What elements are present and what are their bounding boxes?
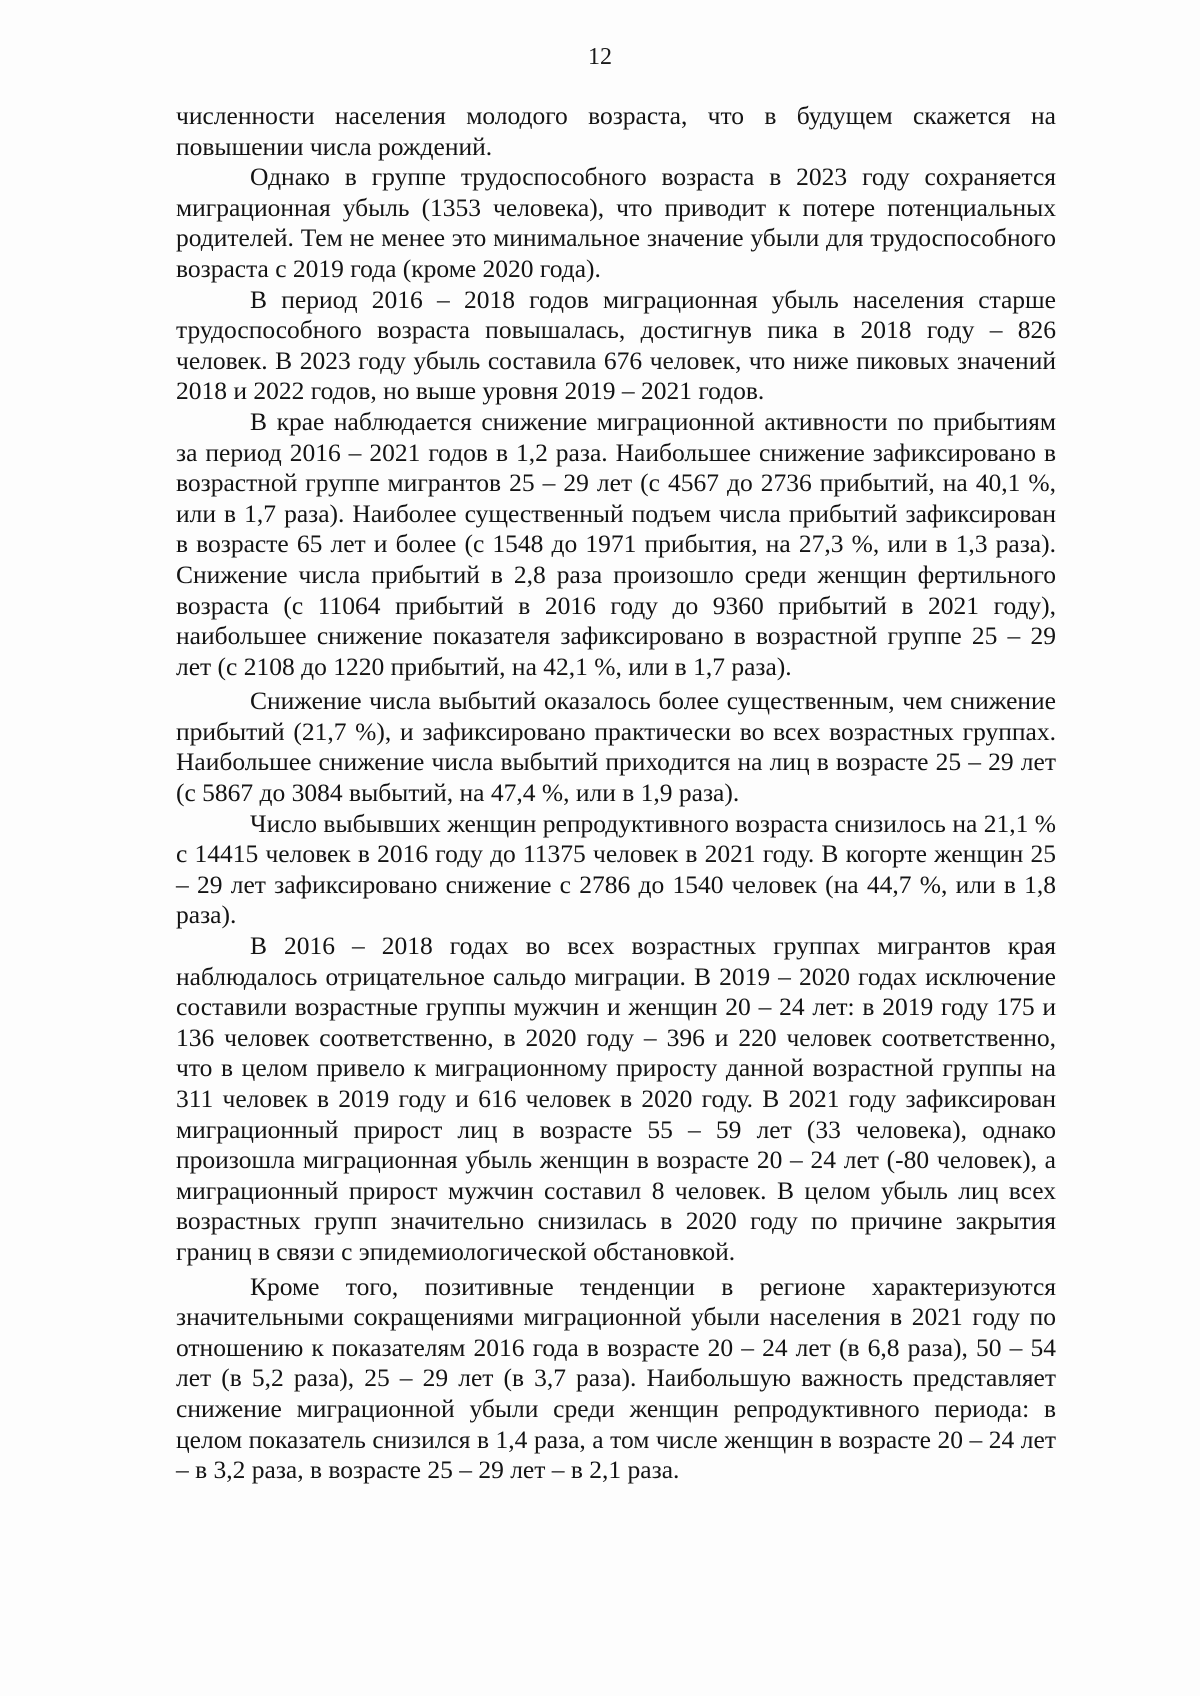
paragraph-arrivals: В крае наблюдается снижение миграционной активности по прибытиям за период 2016 – 2021 годов в 1,2 раза. Наибольшее снижение зафиксировано в возрастной группе мигрантов 25 – 29 лет (с 4567 до 2736 прибытий, на 40,1 %, или в 1,7 раза). Наиболее существенный подъем числа прибытий зафиксирован в возрасте 65 лет и более (с 1548 до 1971 прибытия, на 27,3 %, или в 1,3 раза). Снижение числа прибытий в 2,8 раза произошло среди женщин фертильного возраста (с 11064 прибытий в 2016 году до 9360 прибытий в 2021 году), наибольшее снижение показателя зафиксировано в возрастной группе 25 – 29 лет (с 2108 до 1220 прибытий, на 42,1 %, или в 1,7 раза). [176, 406, 1056, 681]
paragraph-working-age: Однако в группе трудоспособного возраста в 2023 году сохраняется миграционная убыль (1353 человека), что приводит к потере потенциальных родителей. Тем не менее это минимальное значение убыли для трудоспособного возраста с 2019 года (кроме 2020 года). [176, 162, 1056, 283]
page-number: 12 [588, 44, 612, 70]
paragraph-migration-balance: В 2016 – 2018 годах во всех возрастных группах мигрантов края наблюдалось отрицательное сальдо миграции. В 2019 – 2020 годах исключение составили возрастные группы мужчин и женщин 20 – 24 лет: в 2019 году 175 и 136 человек соответственно, в 2020 году – 396 и 220 человек соответственно, что в целом привело к миграционному приросту данной возрастной группы на 311 человек в 2019 году и 616 человек в 2020 году. В 2021 году зафиксирован миграционный прирост лиц в возрасте 55 – 59 лет (33 человека), однако произошла миграционная убыль женщин в возрасте 20 – 24 лет (-80 человек), а миграционный прирост мужчин составил 8 человек. В целом убыль лиц всех возрастных групп значительно снизилась в 2020 году по причине закрытия границ в связи с эпидемиологической обстановкой. [176, 931, 1056, 1266]
body-text [176, 101, 1056, 1486]
paragraph-continuation: численности населения молодого возраста, что в будущем скажется на повышении числа рождений. [176, 101, 1056, 161]
paragraph-positive-trends: Кроме того, позитивные тенденции в регионе характеризуются значительными сокращениями миграционной убыли населения в 2021 году по отношению к показателям 2016 года в возрасте 20 – 24 лет (в 6,8 раза), 50 – 54 лет (в 5,2 раза), 25 – 29 лет (в 3,7 раза). Наибольшую важность представляет снижение миграционной убыли среди женщин репродуктивного периода: в целом показатель снизился в 1,4 раза, а том числе женщин в возрасте 20 – 24 лет – в 3,2 раза, в возрасте 25 – 29 лет – в 2,1 раза. [176, 1271, 1056, 1485]
paragraph-older-age: В период 2016 – 2018 годов миграционная убыль населения старше трудоспособного возраста повышалась, достигнув пика в 2018 году – 826 человек. В 2023 году убыль составила 676 человек, что ниже пиковых значений 2018 и 2022 годов, но выше уровня 2019 – 2021 годов. [176, 284, 1056, 406]
paragraph-women-departures: Число выбывших женщин репродуктивного возраста снизилось на 21,1 % с 14415 человек в 2016 году до 11375 человек в 2021 году. В когорте женщин 25 – 29 лет зафиксировано снижение с 2786 до 1540 человек (на 44,7 %, или в 1,8 раза). [176, 808, 1056, 930]
paragraph-departures: Снижение числа выбытий оказалось более существенным, чем снижение прибытий (21,7 %), и зафиксировано практически во всех возрастных группах. Наибольшее снижение числа выбытий приходится на лиц в возрасте 25 – 29 лет (с 5867 до 3084 выбытий, на 47,4 %, или в 1,9 раза). [176, 686, 1056, 808]
